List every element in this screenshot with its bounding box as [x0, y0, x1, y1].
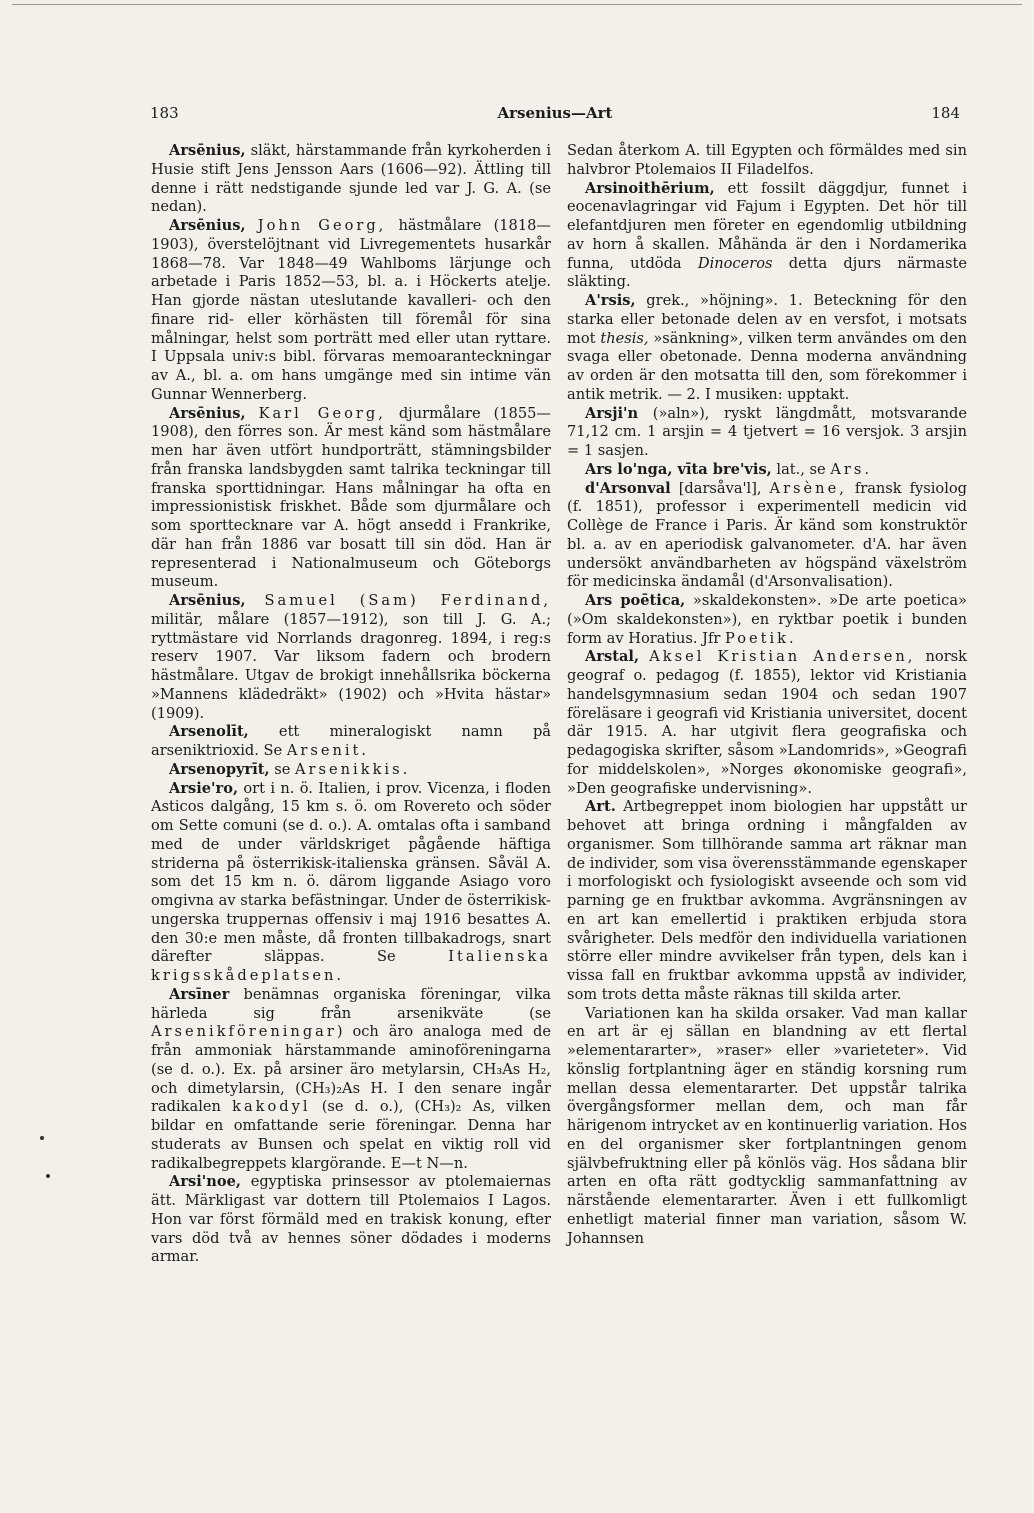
entry: [151, 723, 551, 761]
entry-text: [darsåva'l],: [670, 479, 770, 497]
entry: [151, 780, 551, 986]
headword: Arsi'noe,: [169, 1173, 241, 1191]
entry-text: ) och äro analoga med de från ammoniak härstammande aminoföreningarna (se d. o.). Ex. på arsiner äro metylarsin, CH₃As H₂, och dimetylarsin, (CH₃)₂As H. I den senare ingår radikalen: [151, 1023, 551, 1116]
entry-text: »sänkning», vilken term användes om den svaga eller obetonade. Denna moderna användning av orden är den motsatta till den, som förekommer i antik metrik. — 2. I musiken: upptakt.: [567, 329, 967, 403]
person-name: Samuel (Sam) Ferdinand,: [264, 592, 552, 609]
headword: A'rsis,: [585, 292, 636, 309]
headword: Arsji'n: [585, 404, 639, 422]
headword: Arstal,: [585, 648, 640, 666]
entry-text: »skaldekonsten». »De arte poetica» (»Om skaldekonsten»), en ryktbar poetik i bunden form av Horatius. Jfr: [567, 592, 967, 647]
scan-speck: [40, 1136, 44, 1140]
headword: Ars lo'nga, vīta bre'vis,: [585, 460, 772, 478]
entry: [151, 1173, 551, 1267]
headword: Arsīner: [169, 985, 230, 1003]
cross-reference: Ars.: [830, 460, 872, 478]
right-column: [567, 142, 967, 1248]
entry-text: egyptiska prinsessor av ptolemaiernas ätt. Märkligast var dottern till Ptolemaios I Lagos. Hon var först förmäld med en trakisk konung, efter vars död två av hennes söner dödades i moderns armar.: [151, 1173, 551, 1266]
headword: Arsie'ro,: [169, 779, 239, 797]
page-number-right: 184: [931, 104, 960, 122]
entry-text: Variationen kan ha skilda orsaker. Vad man kallar en art är ej sällan en blandning av ett flertal »elementararter», »raser» eller »varieteter». Vid könslig fortplantning äger en ständig korsning rum mellan dessa elementararter. Det uppstår talrika övergångsformer mellan dem, och man får härigenom intrycket av en kontinuerlig variation. Hos en del organismer sker fortplantningen genom självbefruktning eller på könlös väg. Hos sådana blir arten en ofta rätt godtycklig sammanfattning av närstående elementararter. Även i ett fullkomligt enhetligt material finner man variation, såsom W. Johannsen: [567, 1004, 967, 1247]
entry-text: norsk geograf o. pedagog (f. 1855), lektor vid Kristiania handelsgymnasium sedan 1904 och sedan 1907 föreläsare i geografi vid Kristiania universitet, docent där 1915. A. har utgivit flera geografiska och pedagogiska skrifter, såsom »Landomrids», »Geografi for middelskolen», »Norges økonomiske geografi», »Den geografiske undervisning».: [567, 648, 967, 797]
cross-reference: kakodyl: [232, 1098, 311, 1116]
running-title: Arsenius—Art: [497, 104, 613, 122]
entry-text: hästmålare (1818—1903), överstelöjtnant vid Livregementets husarkår 1868—78. Var 1848—49 Wahlboms lärjunge och arbetade i Paris 1852—53, bl. a. i Höckerts atelje. Han gjorde nästan uteslutande kavalleri- och den finare rid- eller körhästen till föremål för sina målningar, helst som porträtt med eller utan ryttare. I Uppsala univ:s bibl. förvaras memoaranteckningar av A., bl. a. om hans umgänge med sin intime vän Gunnar Wennerberg.: [151, 217, 551, 403]
italic-term: Dinoceros: [697, 254, 773, 272]
entry-text: (se d. o.), (CH₃)₂ As, vilken bildar en omfattande serie föreningar. Denna har studerats av Bunsen och spelat en viktig roll vid radikalbegreppets klargörande. E—t N—n.: [151, 1098, 551, 1172]
cross-reference: Poetik.: [724, 629, 797, 647]
cross-reference: Arsenikkis.: [295, 760, 411, 778]
entry-text: benämnas organiska föreningar, vilka härleda sig från arsenikväte (se: [151, 985, 551, 1022]
entry: [151, 761, 551, 780]
entry: [567, 798, 967, 1004]
entry-text: ett fossilt däggdjur, funnet i eocenavlagringar vid Fajum i Egypten. Det hör till elefantdjuren men företer en egendomlig utbildning av horn å skallen. Måhända är den i Nordamerika funna, utdöda: [567, 179, 967, 272]
headword: Arsēnius,: [169, 217, 246, 234]
headword: Art.: [585, 798, 616, 816]
person-name: Arsène,: [769, 479, 847, 497]
entry-paragraph: [567, 1005, 967, 1249]
left-column: [151, 142, 551, 1267]
entry-text: lat., se: [771, 460, 831, 478]
entry: [151, 142, 551, 217]
entry-text: (»aln»), ryskt längdmått, motsvarande 71,12 cm. 1 arsjin = 4 tjetvert = 16 versjok. 3 arsjin = 1 sasjen.: [567, 404, 967, 459]
entry-text: grek., »höjning». 1. Beteckning för den starka eller betonade delen av en versfot, i motsats mot: [567, 292, 967, 347]
italic-term: thesis,: [600, 329, 649, 347]
entry: [567, 292, 967, 405]
entry: [567, 405, 967, 461]
entry: [567, 480, 967, 593]
entry-text: detta djurs närmaste släkting.: [567, 254, 967, 291]
scan-speck: [46, 1174, 50, 1178]
person-name: John Georg,: [257, 217, 387, 234]
entry-text: ett mineralogiskt namn på arseniktrioxid. Se: [151, 723, 551, 759]
entry-continuation: [567, 142, 967, 180]
entry: [151, 592, 551, 723]
headword: Arsēnius,: [169, 142, 246, 159]
headword: d'Arsonval: [585, 479, 671, 497]
cross-reference: Arsenikföreningar: [151, 1023, 337, 1041]
entry: [567, 180, 967, 293]
entry-text: Sedan återkom A. till Egypten och förmäldes med sin halvbror Ptolemaios II Filadelfos.: [567, 142, 967, 178]
entry: [567, 648, 967, 798]
entry: [567, 461, 967, 480]
headword: Arsenolīt,: [169, 723, 249, 741]
cross-reference: Arsenit.: [286, 742, 370, 759]
headword: Ars poētica,: [585, 592, 686, 609]
headword: Arsenopyrīt,: [169, 760, 270, 778]
entry-text: ort i n. ö. Italien, i prov. Vicenza, i floden Asticos dalgång, 15 km s. ö. om Rovereto och söder om Sette comuni (se d. o.). A. omtalas ofta i samband med de under världskriget pågående häftiga striderna på österrikisk-italienska gränsen. Såväl A. som det 15 km n. ö. därom liggande Asiago voro omgivna av starka befästningar. Under de österrikisk-ungerska truppernas offensiv i maj 1916 besattes A. den 30:e men måste, då fronten tillbakadrogs, snart därefter släppas. Se: [151, 779, 551, 966]
entry-text: djurmålare (1855—1908), den förres son. Är mest känd som hästmålare men har även utfört hundporträtt, stämningsbilder från franska landsbygden samt talrika teckningar till franska sporttidningar. Hans målningar ha ofta en impressionistisk friskhet. Både som djurmålare och som sporttecknare var A. högt ansedd i Frankrike, där han från 1886 var bosatt till sin död. Han är representerad i Nationalmuseum och Göteborgs museum.: [151, 404, 551, 591]
scan-edge-line: [12, 4, 1022, 5]
headword: Arsēnius,: [169, 404, 246, 422]
person-name: Aksel Kristian Andersen,: [649, 648, 916, 666]
entry-text: fransk fysiolog (f. 1851), professor i experimentell medicin vid Collège de France i Paris. Är känd som konstruktör bl. a. av en aperiodisk galvanometer. d'A. har även undersökt användbarheten av högspänd växelström för medicinska ändamål (d'Arsonvalisation).: [567, 479, 967, 591]
entry-text: släkt, härstammande från kyrkoherden i Husie stift Jens Jensson Aars (1606—92). Ättling till denne i rätt nedstigande sjunde led var J. G. A. (se nedan).: [151, 142, 551, 216]
cross-reference: Italienska krigsskådeplatsen.: [151, 948, 551, 984]
entry-text: Artbegreppet inom biologien har uppstått ur behovet att bringa ordning i mångfalden av organismer. Som tillhörande samma art räknar man de individer, som visa överensstämmande egenskaper i morfologiskt och fysiologiskt avseende och som vid parning ge en fruktbar avkomma. Avgränsningen av en art kan emellertid i praktiken erbjuda stora svårigheter. Dels medför den individuella variationen större eller mindre avvikelser från typen, dels kan i vissa fall en fruktbar avkomma uppstå av individer, som trots detta måste räknas till skilda arter.: [567, 798, 967, 1003]
entry: [567, 592, 967, 648]
headword: Arsēnius,: [169, 592, 246, 609]
person-name: Karl Georg,: [258, 404, 386, 422]
entry: [151, 986, 551, 1174]
page-header: [150, 104, 960, 126]
entry-text: militär, målare (1857—1912), son till J. G. A.; ryttmästare vid Norrlands dragonreg. 1894, i reg:s reserv 1907. Var liksom fadern och brodern hästmålare. Utgav de brokigt innehållsrika böckerna »Mannens klädedräkt» (1902) och »Hvita hästar» (1909).: [151, 610, 551, 722]
headword: Arsinoithērium,: [585, 179, 715, 197]
entry: [151, 217, 551, 405]
entry: [151, 405, 551, 593]
entry-text: se: [269, 760, 296, 778]
page-number-left: 183: [150, 104, 179, 122]
